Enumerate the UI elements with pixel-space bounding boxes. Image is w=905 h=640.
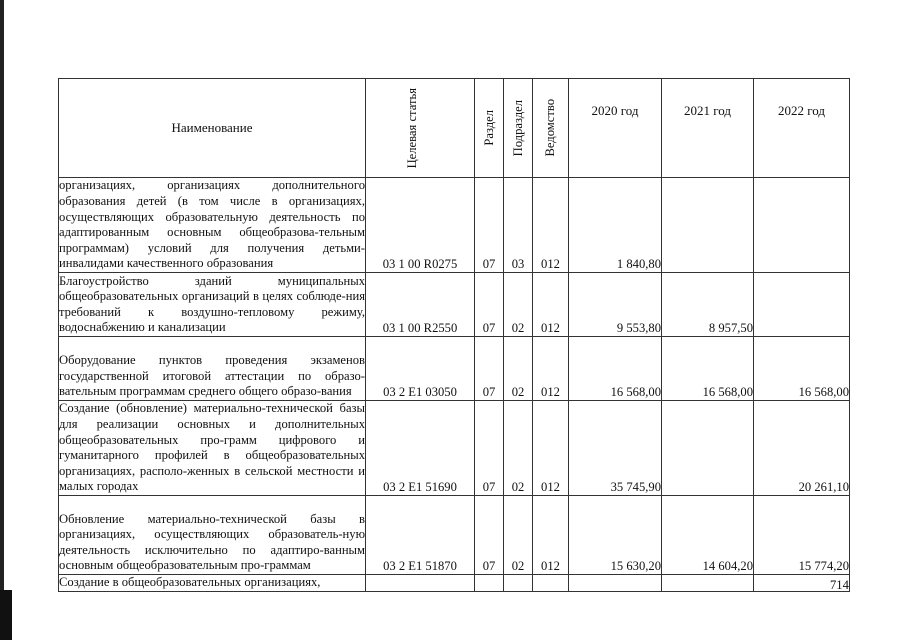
row-target-code: 03 2 E1 51690 [366, 401, 475, 496]
row-amount-2020: 15 630,20 [569, 496, 662, 575]
table-row [59, 273, 850, 337]
row-department: 012 [533, 178, 569, 273]
scan-edge [0, 0, 4, 640]
row-name: Создание (обновление) материально-технической базы для реализации основных и дополнительных общеобразовательных про-грамм цифрового и гуманитарного профилей в общеобразовательных организациях, располо-женных в сельской местности и малых городах [59, 401, 366, 496]
row-amount-2021 [662, 401, 754, 496]
header-subsection: Подраздел [510, 99, 525, 157]
row-name: Обновление материально-технической базы в организациях, осуществляющих образователь-ную деятельность исключительно по адаптиро-ванным основным общеобразовательным про-граммам [59, 496, 366, 575]
row-amount-2020: 9 553,80 [569, 273, 662, 337]
row-department: 012 [533, 273, 569, 337]
empty-cell [569, 575, 662, 592]
row-amount-2022: 20 261,10 [754, 401, 850, 496]
empty-cell [662, 575, 754, 592]
empty-cell [475, 575, 504, 592]
row-target-code: 03 2 E1 51870 [366, 496, 475, 575]
row-amount-2022 [754, 273, 850, 337]
row-section: 07 [475, 496, 504, 575]
header-target: Целевая статья [405, 87, 419, 169]
row-name: организациях, организациях дополнительного образования детей (в том числе в организациях, осуществляющих образовательную деятельность по адаптированным основным общеобразова-тельным программам) условий для получения детьми-инвалидами качественного образования [59, 178, 366, 273]
row-amount-2021: 16 568,00 [662, 337, 754, 401]
row-department: 012 [533, 401, 569, 496]
header-2020: 2020 год [569, 79, 662, 178]
table-row [59, 401, 850, 496]
row-subsection: 02 [504, 337, 533, 401]
budget-table [58, 78, 850, 592]
header-subsection-cell [504, 79, 533, 178]
header-2022: 2022 год [754, 79, 850, 178]
header-2021: 2021 год [662, 79, 754, 178]
empty-cell [366, 575, 475, 592]
row-name-continued: Создание в общеобразовательных организациях, [59, 575, 366, 592]
row-amount-2021 [662, 178, 754, 273]
row-department: 012 [533, 496, 569, 575]
header-name: Наименование [59, 79, 366, 178]
header-target-cell [366, 79, 475, 178]
row-amount-2022 [754, 178, 850, 273]
row-subsection: 03 [504, 178, 533, 273]
row-section: 07 [475, 337, 504, 401]
row-amount-2021: 14 604,20 [662, 496, 754, 575]
header-section: Раздел [481, 110, 496, 146]
table-row [59, 178, 850, 273]
table-row-continued [59, 575, 850, 592]
row-amount-2022: 16 568,00 [754, 337, 850, 401]
row-subsection: 02 [504, 401, 533, 496]
empty-cell [504, 575, 533, 592]
row-amount-2020: 35 745,90 [569, 401, 662, 496]
row-name: Благоустройство зданий муниципальных общеобразовательных организаций в целях соблюде-ния требований к воздушно-тепловому режиму, водоснабжению и канализации [59, 273, 366, 337]
table-header-row [59, 79, 850, 178]
row-subsection: 02 [504, 496, 533, 575]
row-name: Оборудование пунктов проведения экзаменов государственной итоговой аттестации по образо-вательным программам среднего общего образо-вания [59, 337, 366, 401]
table-row [59, 496, 850, 575]
row-section: 07 [475, 178, 504, 273]
row-target-code: 03 1 00 R0275 [366, 178, 475, 273]
row-section: 07 [475, 273, 504, 337]
row-section: 07 [475, 401, 504, 496]
header-department: Ведомство [543, 99, 557, 157]
header-section-cell [475, 79, 504, 178]
table-row [59, 337, 850, 401]
scan-edge-corner [0, 590, 12, 640]
empty-cell [533, 575, 569, 592]
row-amount-2022: 15 774,20 [754, 496, 850, 575]
row-amount-2020: 1 840,80 [569, 178, 662, 273]
row-target-code: 03 2 E1 03050 [366, 337, 475, 401]
row-department: 012 [533, 337, 569, 401]
row-target-code: 03 1 00 R2550 [366, 273, 475, 337]
row-subsection: 02 [504, 273, 533, 337]
page-number: 714 [830, 578, 849, 592]
row-amount-2021: 8 957,50 [662, 273, 754, 337]
row-amount-2020: 16 568,00 [569, 337, 662, 401]
header-department-cell [533, 79, 569, 178]
